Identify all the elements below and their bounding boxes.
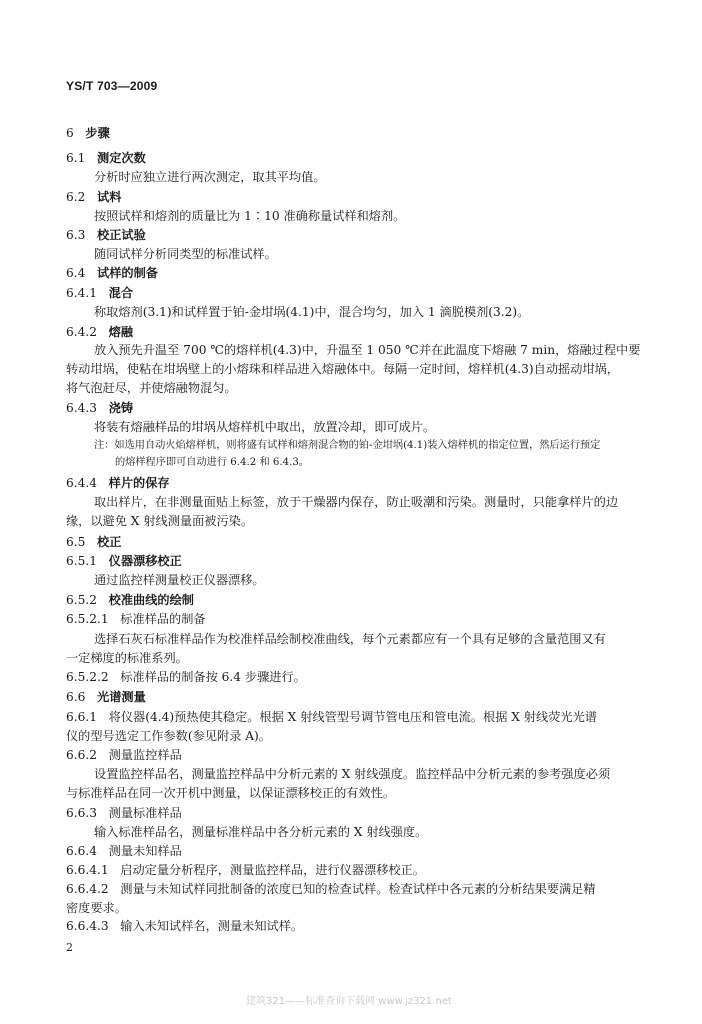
paragraph-line: 输入标准样品名，测量标准样品中各分析元素的 X 射线强度。 bbox=[94, 824, 428, 839]
clause-number: 6.6.4 bbox=[66, 843, 98, 858]
subsection-title: 混合 bbox=[108, 285, 134, 300]
clause-number: 6.6.4.1 bbox=[66, 863, 109, 878]
paragraph-line: 选择石灰石标准样品作为校准样品绘制校准曲线，每个元素都应有一个具有足够的含量范围又有 bbox=[94, 631, 606, 646]
clause-line bbox=[66, 709, 597, 725]
clause-line bbox=[66, 747, 182, 763]
note-line: 的熔样程序即可自动进行 6.4.2 和 6.4.3。 bbox=[115, 456, 309, 468]
clause-line bbox=[66, 918, 303, 934]
subsection-heading bbox=[66, 475, 170, 491]
subsection-heading bbox=[66, 592, 194, 608]
subsection-number: 6.4.1 bbox=[66, 285, 98, 300]
paragraph-line: 将装有熔融样品的坩埚从熔样机中取出，放置冷却，即可成片。 bbox=[94, 419, 436, 434]
clause-number: 6.6.1 bbox=[66, 709, 98, 724]
subsection-number: 6.4.3 bbox=[66, 400, 98, 415]
watermark-text: 建筑321——标准查询下载网 www.jz321.net bbox=[246, 996, 452, 1007]
clause-number: 6.6.3 bbox=[66, 805, 98, 820]
clause-line bbox=[66, 669, 306, 685]
clause-line bbox=[66, 843, 182, 859]
clause-number: 6.5.2.1 bbox=[66, 611, 109, 626]
paragraph-line: 与标准样品在同一次开机中测量，以保证漂移校正的有效性。 bbox=[66, 786, 396, 801]
clause-number: 6.6.4.3 bbox=[66, 919, 109, 933]
clause-number: 6.5.2.2 bbox=[66, 670, 109, 685]
clause-line bbox=[66, 862, 425, 878]
paragraph-line: 转动坩埚，使粘在坩埚壁上的小熔珠和样品进入熔融体中。每隔一定时间，熔样机(4.3)自动摇动坩埚， bbox=[66, 362, 619, 377]
clause-text: 输入未知试样名，测量未知试样。 bbox=[120, 919, 304, 933]
paragraph-line: 取出样片，在非测量面贴上标签，放于干燥器内保存，防止吸潮和污染。测量时，只能拿样片的边 bbox=[94, 495, 619, 510]
subsection-number: 6.2 bbox=[66, 189, 86, 204]
section-number: 6 bbox=[66, 126, 74, 140]
clause-number: 6.6.2 bbox=[66, 748, 98, 763]
subsection-title: 试料 bbox=[97, 189, 122, 204]
clause-line bbox=[66, 611, 206, 627]
subsection-number: 6.4.2 bbox=[66, 324, 98, 339]
clause-text: 标准样品的制备 bbox=[120, 611, 206, 626]
subsection-heading bbox=[66, 189, 121, 205]
subsection-heading bbox=[66, 265, 158, 281]
note-line: 注：如选用自动火焰熔样机，则将盛有试样和熔剂混合物的铂-金坩埚(4.1)装入熔样机的指定位置，然后运行预定 bbox=[94, 440, 601, 452]
subsection-number: 6.5.1 bbox=[66, 554, 98, 569]
subsection-title: 测定次数 bbox=[97, 151, 146, 166]
subsection-heading bbox=[66, 324, 133, 340]
clause-line bbox=[66, 805, 182, 821]
paragraph-line: 分析时应独立进行两次测定，取其平均值。 bbox=[94, 170, 326, 184]
clause-text: 标准样品的制备按 6.4 步骤进行。 bbox=[120, 670, 306, 685]
clause-text: 测量监控样品 bbox=[108, 748, 182, 763]
subsection-number: 6.6 bbox=[66, 690, 86, 704]
paragraph-line: 仪的型号选定工作参数(参见附录 A)。 bbox=[66, 728, 271, 743]
subsection-number: 6.5 bbox=[66, 534, 86, 549]
subsection-heading bbox=[66, 285, 133, 301]
clause-text: 测量与未知试样同批制备的浓度已知的检查试样。检查试样中各元素的分析结果要满足精 bbox=[120, 882, 596, 897]
subsection-title: 校准曲线的绘制 bbox=[108, 593, 194, 607]
clause-text: 将仪器(4.4)预热使其稳定。根据 X 射线管型号调节管电压和管电流。根据 X 射线荧光光谱 bbox=[108, 709, 597, 724]
clause-text: 测量未知样品 bbox=[108, 843, 182, 858]
subsection-title: 试样的制备 bbox=[97, 266, 158, 281]
paragraph-line: 密度要求。 bbox=[66, 901, 127, 915]
paragraph-line: 放入预先升温至 700 ℃的熔样机(4.3)中，升温至 1 050 ℃并在此温度下熔融 7 min，熔融过程中要 bbox=[94, 343, 641, 358]
paragraph-line: 设置监控样品名，测量监控样品中分析元素的 X 射线强度。监控样品中分析元素的参考强度必须 bbox=[94, 767, 611, 782]
paragraph-line: 按照试样和熔剂的质量比为 1∶10 准确称量试样和熔剂。 bbox=[94, 208, 406, 223]
subsection-title: 浇铸 bbox=[108, 400, 134, 415]
clause-text: 测量标准样品 bbox=[108, 805, 182, 820]
clause-line bbox=[66, 881, 596, 897]
document-code: YS/T 703—2009 bbox=[66, 79, 158, 93]
subsection-number: 6.4.4 bbox=[66, 476, 98, 491]
subsection-heading bbox=[66, 227, 146, 243]
section-title: 步骤 bbox=[85, 126, 110, 140]
subsection-number: 6.4 bbox=[66, 266, 86, 281]
paragraph-line: 通过监控样测量校正仪器漂移。 bbox=[94, 573, 265, 588]
subsection-heading bbox=[66, 534, 121, 550]
clause-number: 6.6.4.2 bbox=[66, 882, 109, 897]
paragraph-line: 一定梯度的标准系列。 bbox=[66, 650, 188, 665]
subsection-number: 6.5.2 bbox=[66, 593, 98, 607]
subsection-title: 校正 bbox=[97, 534, 122, 549]
page-number: 2 bbox=[66, 941, 73, 954]
subsection-number: 6.3 bbox=[66, 228, 86, 243]
clause-text: 启动定量分析程序，测量监控样品，进行仪器漂移校正。 bbox=[120, 863, 425, 878]
subsection-heading bbox=[66, 400, 133, 416]
subsection-title: 校正试验 bbox=[97, 228, 146, 243]
paragraph-line: 称取熔剂(3.1)和试样置于铂-金坩埚(4.1)中，混合均匀，加入 1 滴脱模剂(3.2)。 bbox=[94, 304, 530, 319]
paragraph-line: 随同试样分析同类型的标准试样。 bbox=[94, 247, 277, 262]
subsection-heading bbox=[66, 150, 146, 166]
subsection-title: 光谱测量 bbox=[97, 690, 146, 704]
subsection-title: 仪器漂移校正 bbox=[108, 554, 182, 569]
subsection-heading bbox=[66, 553, 182, 569]
paragraph-line: 缘，以避免 X 射线测量面被污染。 bbox=[66, 514, 254, 528]
subsection-title: 熔融 bbox=[108, 324, 134, 339]
subsection-title: 样片的保存 bbox=[108, 476, 170, 491]
paragraph-line: 将气泡赶尽，并使熔融物混匀。 bbox=[66, 381, 237, 396]
subsection-heading bbox=[66, 689, 146, 705]
subsection-number: 6.1 bbox=[66, 151, 86, 166]
section-heading bbox=[66, 125, 110, 141]
